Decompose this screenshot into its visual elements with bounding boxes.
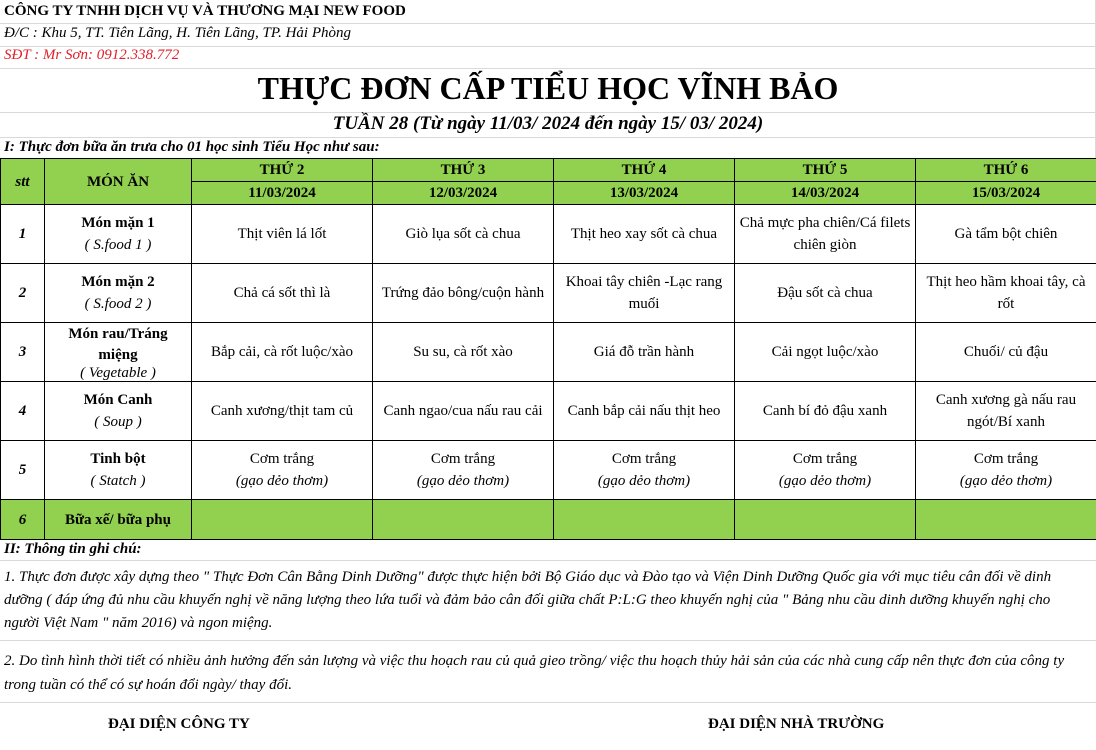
gridline [0,137,1096,138]
day-name: THỨ 2 [192,159,373,182]
dish-cell: Bắp cải, cà rốt luộc/xào [192,323,373,382]
table-row [1,441,1096,500]
staple-note: (gạo dẻo thơm) [416,473,510,489]
school-signature-label: ĐẠI DIỆN NHÀ TRƯỜNG [708,716,885,732]
table-row [1,264,1096,323]
gridline [0,702,1096,703]
day-name: THỨ 3 [373,159,554,182]
day-date: 11/03/2024 [192,182,373,205]
gridline [0,560,1096,561]
dish-cell [735,500,916,540]
dish-cell [192,500,373,540]
staple-name: Cơm trắng [973,451,1039,467]
gridline [0,640,1096,641]
day-date: 13/03/2024 [554,182,735,205]
dish-cell: Su su, cà rốt xào [373,323,554,382]
page-title: THỰC ĐƠN CẤP TIỂU HỌC VĨNH BẢO [257,70,839,106]
day-name: THỨ 4 [554,159,735,182]
dish-cell: Canh xương/thịt tam củ [192,382,373,441]
stt-header: stt [1,159,45,205]
company-address: Đ/C : Khu 5, TT. Tiên Lãng, H. Tiên Lãng, TP. Hải Phòng [4,25,352,41]
category-name: Món mặn 2 [81,274,155,290]
dish-cell [554,500,735,540]
table-row [1,382,1096,441]
dish-category [45,382,192,441]
company-name: CÔNG TY TNHH DỊCH VỤ VÀ THƯƠNG MẠI NEW FOOD [4,3,406,19]
dish-cell [554,441,735,500]
staple-note: (gạo dẻo thơm) [597,473,691,489]
dish-cell [916,441,1096,500]
day-date: 14/03/2024 [735,182,916,205]
dish-cell: Canh bắp cải nấu thịt heo [554,382,735,441]
row-number: 1 [1,205,45,264]
note-2: 2. Do tình hình thời tiết có nhiều ảnh hưởng đến sản lượng và việc thu hoạch rau củ quả gieo trồng/ việc thu hoạch thủy hải sản của các nhà cung cấp nên thực đơn của công ty trong tuần có thể có sự hoán đổi ngày/ thay đổi. [4,653,1065,693]
dish-cell: Chả cá sốt thì là [192,264,373,323]
dish-category [45,264,192,323]
dish-cell [373,500,554,540]
row-number: 5 [1,441,45,500]
dish-cell: Gà tẩm bột chiên [916,205,1096,264]
category-english: ( S.food 1 ) [84,237,152,253]
dish-cell: Thịt heo hầm khoai tây, cà rốt [916,264,1096,323]
day-date: 15/03/2024 [916,182,1096,205]
category-name: Bữa xế/ bữa phụ [45,500,192,540]
table-row [1,205,1096,264]
section-2-heading: II: Thông tin ghi chú: [4,541,142,557]
week-subtitle: TUẦN 28 (Từ ngày 11/03/ 2024 đến ngày 15/ 03/ 2024) [332,113,764,134]
category-english: ( Soup ) [94,414,142,430]
staple-name: Cơm trắng [430,451,496,467]
staple-name: Cơm trắng [249,451,315,467]
dish-cell: Khoai tây chiên -Lạc rang muối [554,264,735,323]
company-signature-label: ĐẠI DIỆN CÔNG TY [108,716,250,732]
dish-cell: Chả mực pha chiên/Cá filets chiên giòn [735,205,916,264]
menu-table [0,158,1096,540]
dish-category [45,323,192,382]
row-number: 6 [1,500,45,540]
category-english: ( S.food 2 ) [84,296,152,312]
dish-cell: Đậu sốt cà chua [735,264,916,323]
dish-cell [916,500,1096,540]
dish-cell: Thịt heo xay sốt cà chua [554,205,735,264]
staple-note: (gạo dẻo thơm) [778,473,872,489]
dish-header: MÓN ĂN [45,159,192,205]
day-date: 12/03/2024 [373,182,554,205]
staple-name: Cơm trắng [792,451,858,467]
dish-cell [192,441,373,500]
dish-cell: Cải ngọt luộc/xào [735,323,916,382]
gridline [0,68,1096,69]
dish-cell: Giá đỗ trần hành [554,323,735,382]
category-english: ( Vegetable ) [80,366,156,380]
dish-category [45,205,192,264]
staple-note: (gạo dẻo thơm) [959,473,1053,489]
note-1: 1. Thực đơn được xây dựng theo " Thực Đơn Cân Bằng Dinh Dưỡng" được thực hiện bởi Bộ Giáo dục và Đào tạo và Viện Dinh Dưỡng Quốc gia với mục tiêu cân đối về dinh dưỡng ( đáp ứng đủ nhu cầu khuyến nghị về năng lượng theo lứa tuổi và đảm bảo cân đối giữa chất P:L:G theo khuyến nghị của " Bảng nhu cầu dinh dưỡng khuyến nghị cho người Việt Nam " năm 2016) và ngon miệng. [4,569,1052,631]
dish-cell: Thịt viên lá lốt [192,205,373,264]
dish-cell: Canh ngao/cua nấu rau cải [373,382,554,441]
category-name: Tinh bột [90,451,146,467]
table-row-snack [1,500,1096,540]
dish-category [45,441,192,500]
company-phone: SĐT : Mr Sơn: 0912.338.772 [4,47,180,63]
gridline [0,23,1096,24]
section-1-heading: I: Thực đơn bữa ăn trưa cho 01 học sinh Tiểu Học như sau: [4,139,380,155]
row-number: 2 [1,264,45,323]
category-name: Món mặn 1 [81,215,155,231]
table-header-row [1,159,1096,182]
day-name: THỨ 5 [735,159,916,182]
dish-cell: Giò lụa sốt cà chua [373,205,554,264]
dish-cell: Canh xương gà nấu rau ngót/Bí xanh [916,382,1096,441]
row-number: 4 [1,382,45,441]
day-name: THỨ 6 [916,159,1096,182]
dish-cell [373,441,554,500]
staple-note: (gạo dẻo thơm) [235,473,329,489]
staple-name: Cơm trắng [611,451,677,467]
dish-cell: Chuối/ củ đậu [916,323,1096,382]
category-name: Món rau/Tráng miệng [68,326,168,363]
category-english: ( Statch ) [90,473,146,489]
dish-cell: Trứng đảo bông/cuộn hành [373,264,554,323]
row-number: 3 [1,323,45,382]
dish-cell [735,441,916,500]
table-row [1,323,1096,382]
category-name: Món Canh [83,392,153,408]
dish-cell: Canh bí đỏ đậu xanh [735,382,916,441]
